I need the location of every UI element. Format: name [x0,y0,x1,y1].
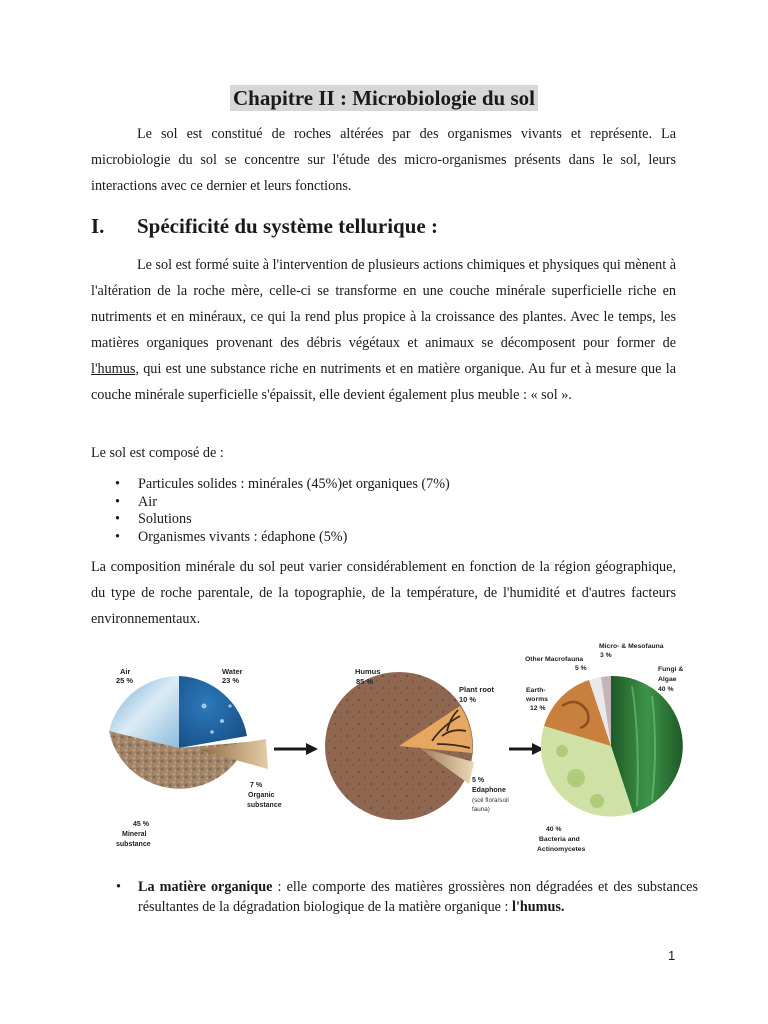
organic-matter-term: La matière organique [138,879,273,895]
bullet-marker: • [116,879,121,895]
fungi-label-1: Fungi & [658,666,684,673]
mineral-composition-paragraph: La composition minérale du sol peut varier considérablement en fonction de la région géographique, du type de roche parentale, de la topographie, de la température, de l'humidité et d'autres facteurs environnementaux. [91,559,676,627]
chapter-title [0,86,768,111]
micro-meso-label: Micro- & Mesofauna [599,643,664,650]
arrow-1 [274,743,318,755]
organic-matter-text [138,877,698,917]
formation-text-before: Le sol est formé suite à l'intervention de plusieurs actions chimiques et physiques qui mènent à l'altération de la roche mère, celle-ci se transforme en une couche minérale superficielle riche en nutriments et en minéraux, ce qui la rend plus propice à la croissance des plantes. Avec le temps, les matières organiques provenant des débris végétaux et animaux se décomposent pour former de [91,257,676,351]
water-bubble [228,704,231,707]
edaphone-pct: 5 % [472,777,485,784]
bacteria-cell-icon [556,745,568,757]
organic-matter-bullet [116,877,698,917]
section-heading [91,214,438,239]
macrofauna-label: Other Macrofauna [525,656,584,663]
arrow-2 [509,743,544,755]
bacteria-label-1: Bacteria and [539,836,580,843]
composition-list [91,476,450,546]
intro-paragraph: Le sol est constitué de roches altérées par des organismes vivants et représente. La microbiologie du sol se concentre sur l'étude des micro-organismes présents dans le sol, leurs interactions avec ce dernier et leurs fonctions. [91,126,676,194]
page-number: 1 [668,948,676,963]
organic-label-2: substance [247,802,282,809]
earthworms-pct: 12 % [530,705,546,712]
section-number: I. [91,214,105,238]
formation-text-after: , qui est une substance riche en nutriments et en matière organique. Au fur et à mesure que la couche minérale superficielle s'épaissit, elle devient également plus meuble : « sol ». [91,361,676,403]
air-label: Air [120,667,131,676]
section-title: Spécificité du système tellurique : [137,214,438,238]
water-pct: 23 % [222,676,240,685]
pie-organic-substance [325,667,509,820]
organic-matter-definition: : elle comporte des matières grossières non dégradées et des substances résultantes de la dégradation biologique de la matière organique : [138,879,698,915]
list-item: • Particules solides : minérales (45%)et organiques (7%) [91,476,450,494]
humus-pct: 85 % [356,677,374,686]
macrofauna-pct: 5 % [575,665,587,672]
micro-meso-pct: 3 % [600,652,612,659]
humus-term: l'humus. [512,899,565,915]
humus-label: Humus [355,667,381,676]
organic-pct: 7 % [250,782,263,789]
soil-composition-figure [92,636,690,861]
earthworms-label-2: worms [526,696,548,703]
fungi-pct: 40 % [658,686,674,693]
pie1-water-slice [179,676,247,748]
chapter-title-text: Chapitre II : Microbiologie du sol [230,85,538,111]
water-label: Water [222,667,243,676]
bacteria-cell-icon [590,794,604,808]
edaphone-sublabel-2: fauna) [472,806,490,813]
composition-intro: Le sol est composé de : [91,445,224,461]
mineral-label-2: substance [116,841,151,848]
pie-edaphone [525,643,683,853]
mineral-pct: 45 % [133,821,149,828]
formation-paragraph [91,252,676,408]
earthworms-label-1: Earth- [526,687,546,694]
plant-root-label: Plant root [459,685,494,694]
water-bubble [210,730,214,734]
list-item: • Solutions [91,511,450,529]
pie-soil-components [109,667,282,848]
air-pct: 25 % [116,676,134,685]
bacteria-cell-icon [567,769,585,787]
mineral-label-1: Mineral [122,831,147,838]
list-item: • Organismes vivants : édaphone (5%) [91,529,450,547]
humus-link[interactable]: l'humus [91,361,136,377]
list-item: • Air [91,494,450,512]
bacteria-label-2: Actinomycetes [537,846,586,853]
bacteria-pct: 40 % [546,826,562,833]
organic-label-1: Organic [248,792,275,799]
water-bubble [220,719,224,723]
edaphone-sublabel-1: (soil flora/soil [472,797,509,804]
edaphone-label: Edaphone [472,787,506,794]
fungi-label-2: Algae [658,676,677,683]
water-bubble [202,704,207,709]
plant-root-pct: 10 % [459,695,477,704]
